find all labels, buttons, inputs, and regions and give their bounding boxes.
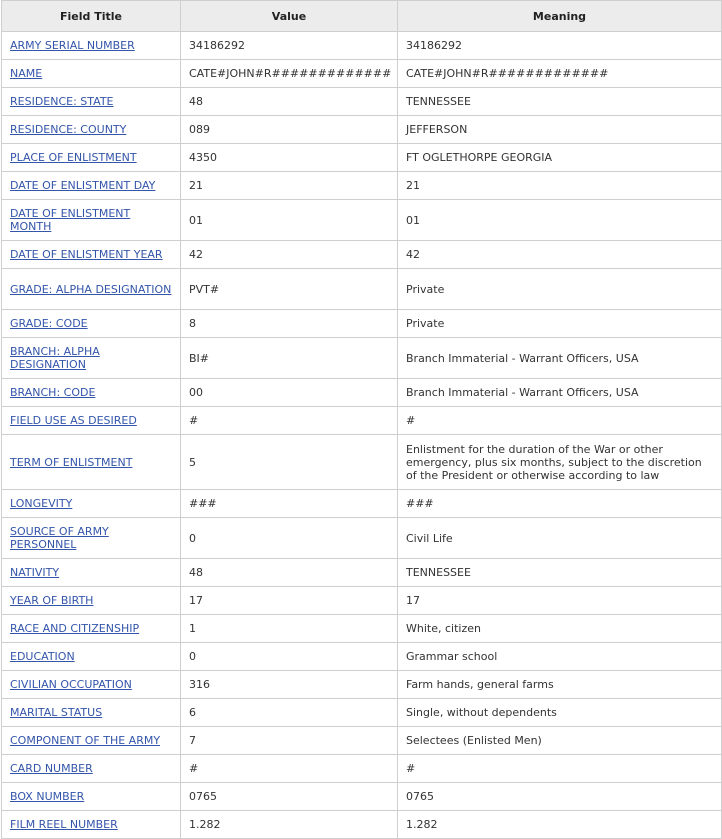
value-cell: # [181,755,398,783]
value-cell: 42 [181,241,398,269]
value-cell: 0 [181,518,398,559]
value-cell: 6 [181,699,398,727]
field-title-cell [2,88,181,116]
table-row [2,643,722,671]
value-cell: ### [181,490,398,518]
table-row [2,269,722,310]
table-row [2,310,722,338]
meaning-cell: 34186292 [398,32,722,60]
field-title-link[interactable]: DATE OF ENLISTMENT YEAR [10,248,163,261]
table-row [2,241,722,269]
field-title-cell [2,32,181,60]
meaning-cell: Farm hands, general farms [398,671,722,699]
table-row [2,783,722,811]
field-title-cell [2,587,181,615]
field-title-link[interactable]: RESIDENCE: COUNTY [10,123,127,136]
value-cell: 48 [181,88,398,116]
table-row [2,518,722,559]
value-cell: 17 [181,587,398,615]
field-title-link[interactable]: ARMY SERIAL NUMBER [10,39,135,52]
value-cell: PVT# [181,269,398,310]
field-title-link[interactable]: SOURCE OF ARMY PERSONNEL [10,525,109,551]
column-header-value: Value [181,1,398,32]
field-title-link[interactable]: TERM OF ENLISTMENT [10,455,133,469]
field-title-cell [2,338,181,379]
meaning-cell: 42 [398,241,722,269]
value-cell: 8 [181,310,398,338]
table-row [2,338,722,379]
meaning-cell: JEFFERSON [398,116,722,144]
field-title-cell [2,172,181,200]
meaning-cell: # [398,755,722,783]
field-title-link[interactable]: RESIDENCE: STATE [10,95,114,108]
table-row [2,407,722,435]
field-title-link[interactable]: YEAR OF BIRTH [10,594,94,607]
meaning-cell: 17 [398,587,722,615]
field-title-link[interactable]: FIELD USE AS DESIRED [10,414,137,427]
meaning-cell: White, citizen [398,615,722,643]
value-cell: 01 [181,200,398,241]
table-row [2,60,722,88]
table-row [2,200,722,241]
value-cell: # [181,407,398,435]
meaning-cell: Civil Life [398,518,722,559]
field-title-cell [2,116,181,144]
field-title-cell [2,407,181,435]
table-row [2,435,722,490]
meaning-cell: TENNESSEE [398,88,722,116]
table-row [2,671,722,699]
table-row [2,144,722,172]
value-cell: BI# [181,338,398,379]
table-row [2,172,722,200]
field-title-link[interactable]: CIVILIAN OCCUPATION [10,678,132,691]
value-cell: 7 [181,727,398,755]
field-title-cell [2,518,181,559]
meaning-cell: Grammar school [398,643,722,671]
meaning-cell: 1.282 [398,811,722,839]
table-row [2,615,722,643]
field-title-cell [2,671,181,699]
value-cell: 21 [181,172,398,200]
table-row [2,727,722,755]
field-title-link[interactable]: GRADE: ALPHA DESIGNATION [10,282,172,296]
field-title-cell [2,699,181,727]
table-row [2,88,722,116]
field-title-cell [2,643,181,671]
meaning-cell: Branch Immaterial - Warrant Officers, USA [398,379,722,407]
field-title-cell [2,727,181,755]
table-row [2,587,722,615]
field-title-cell [2,615,181,643]
table-row [2,559,722,587]
value-cell: 48 [181,559,398,587]
field-title-cell [2,144,181,172]
meaning-cell: CATE#JOHN#R############# [398,60,722,88]
field-title-link[interactable]: DATE OF ENLISTMENT DAY [10,179,156,192]
table-row [2,755,722,783]
field-title-link[interactable]: RACE AND CITIZENSHIP [10,622,140,635]
field-title-link[interactable]: FILM REEL NUMBER [10,818,118,831]
field-title-cell [2,200,181,241]
field-title-link[interactable]: BRANCH: ALPHA DESIGNATION [10,345,100,371]
field-title-link[interactable]: GRADE: CODE [10,317,88,330]
field-title-link[interactable]: NATIVITY [10,566,60,579]
field-title-link[interactable]: CARD NUMBER [10,762,93,775]
table-row [2,490,722,518]
field-title-cell [2,783,181,811]
table-row [2,32,722,60]
meaning-cell: # [398,407,722,435]
field-title-cell [2,241,181,269]
value-cell: 5 [181,435,398,490]
field-title-link[interactable]: EDUCATION [10,650,75,663]
value-cell: CATE#JOHN#R############# [181,60,398,88]
column-header-meaning: Meaning [398,1,722,32]
table-row [2,699,722,727]
field-title-cell [2,60,181,88]
meaning-cell: Private [398,269,722,310]
field-title-link[interactable]: DATE OF ENLISTMENT MONTH [10,207,131,233]
meaning-cell: 21 [398,172,722,200]
meaning-cell: ### [398,490,722,518]
value-cell: 0 [181,643,398,671]
field-title-link[interactable]: COMPONENT OF THE ARMY [10,734,161,747]
meaning-cell: TENNESSEE [398,559,722,587]
field-title-cell [2,435,181,490]
field-title-cell [2,755,181,783]
value-cell: 089 [181,116,398,144]
value-cell: 1.282 [181,811,398,839]
field-title-cell [2,811,181,839]
field-title-link[interactable]: NAME [10,67,43,80]
field-title-cell [2,490,181,518]
value-cell: 1 [181,615,398,643]
table-header-row [2,1,722,32]
meaning-cell: FT OGLETHORPE GEORGIA [398,144,722,172]
value-cell: 0765 [181,783,398,811]
field-title-cell [2,269,181,310]
field-title-cell [2,379,181,407]
meaning-cell: Selectees (Enlisted Men) [398,727,722,755]
value-cell: 316 [181,671,398,699]
field-title-cell [2,310,181,338]
field-title-link[interactable]: MARITAL STATUS [10,706,103,719]
meaning-cell: Single, without dependents [398,699,722,727]
meaning-cell: Enlistment for the duration of the War or other emergency, plus six months, subject to the discretion of the President or otherwise according to law [398,435,722,490]
field-title-link[interactable]: BOX NUMBER [10,790,85,803]
column-header-field-title: Field Title [2,1,181,32]
value-cell: 00 [181,379,398,407]
value-cell: 34186292 [181,32,398,60]
field-title-link[interactable]: LONGEVITY [10,497,73,510]
meaning-cell: Branch Immaterial - Warrant Officers, USA [398,338,722,379]
table-row [2,379,722,407]
field-title-cell [2,559,181,587]
meaning-cell: 0765 [398,783,722,811]
enlistment-record-table [1,0,722,839]
field-title-link[interactable]: BRANCH: CODE [10,386,96,399]
table-row [2,811,722,839]
field-title-link[interactable]: PLACE OF ENLISTMENT [10,151,137,164]
value-cell: 4350 [181,144,398,172]
meaning-cell: Private [398,310,722,338]
table-row [2,116,722,144]
meaning-cell: 01 [398,200,722,241]
